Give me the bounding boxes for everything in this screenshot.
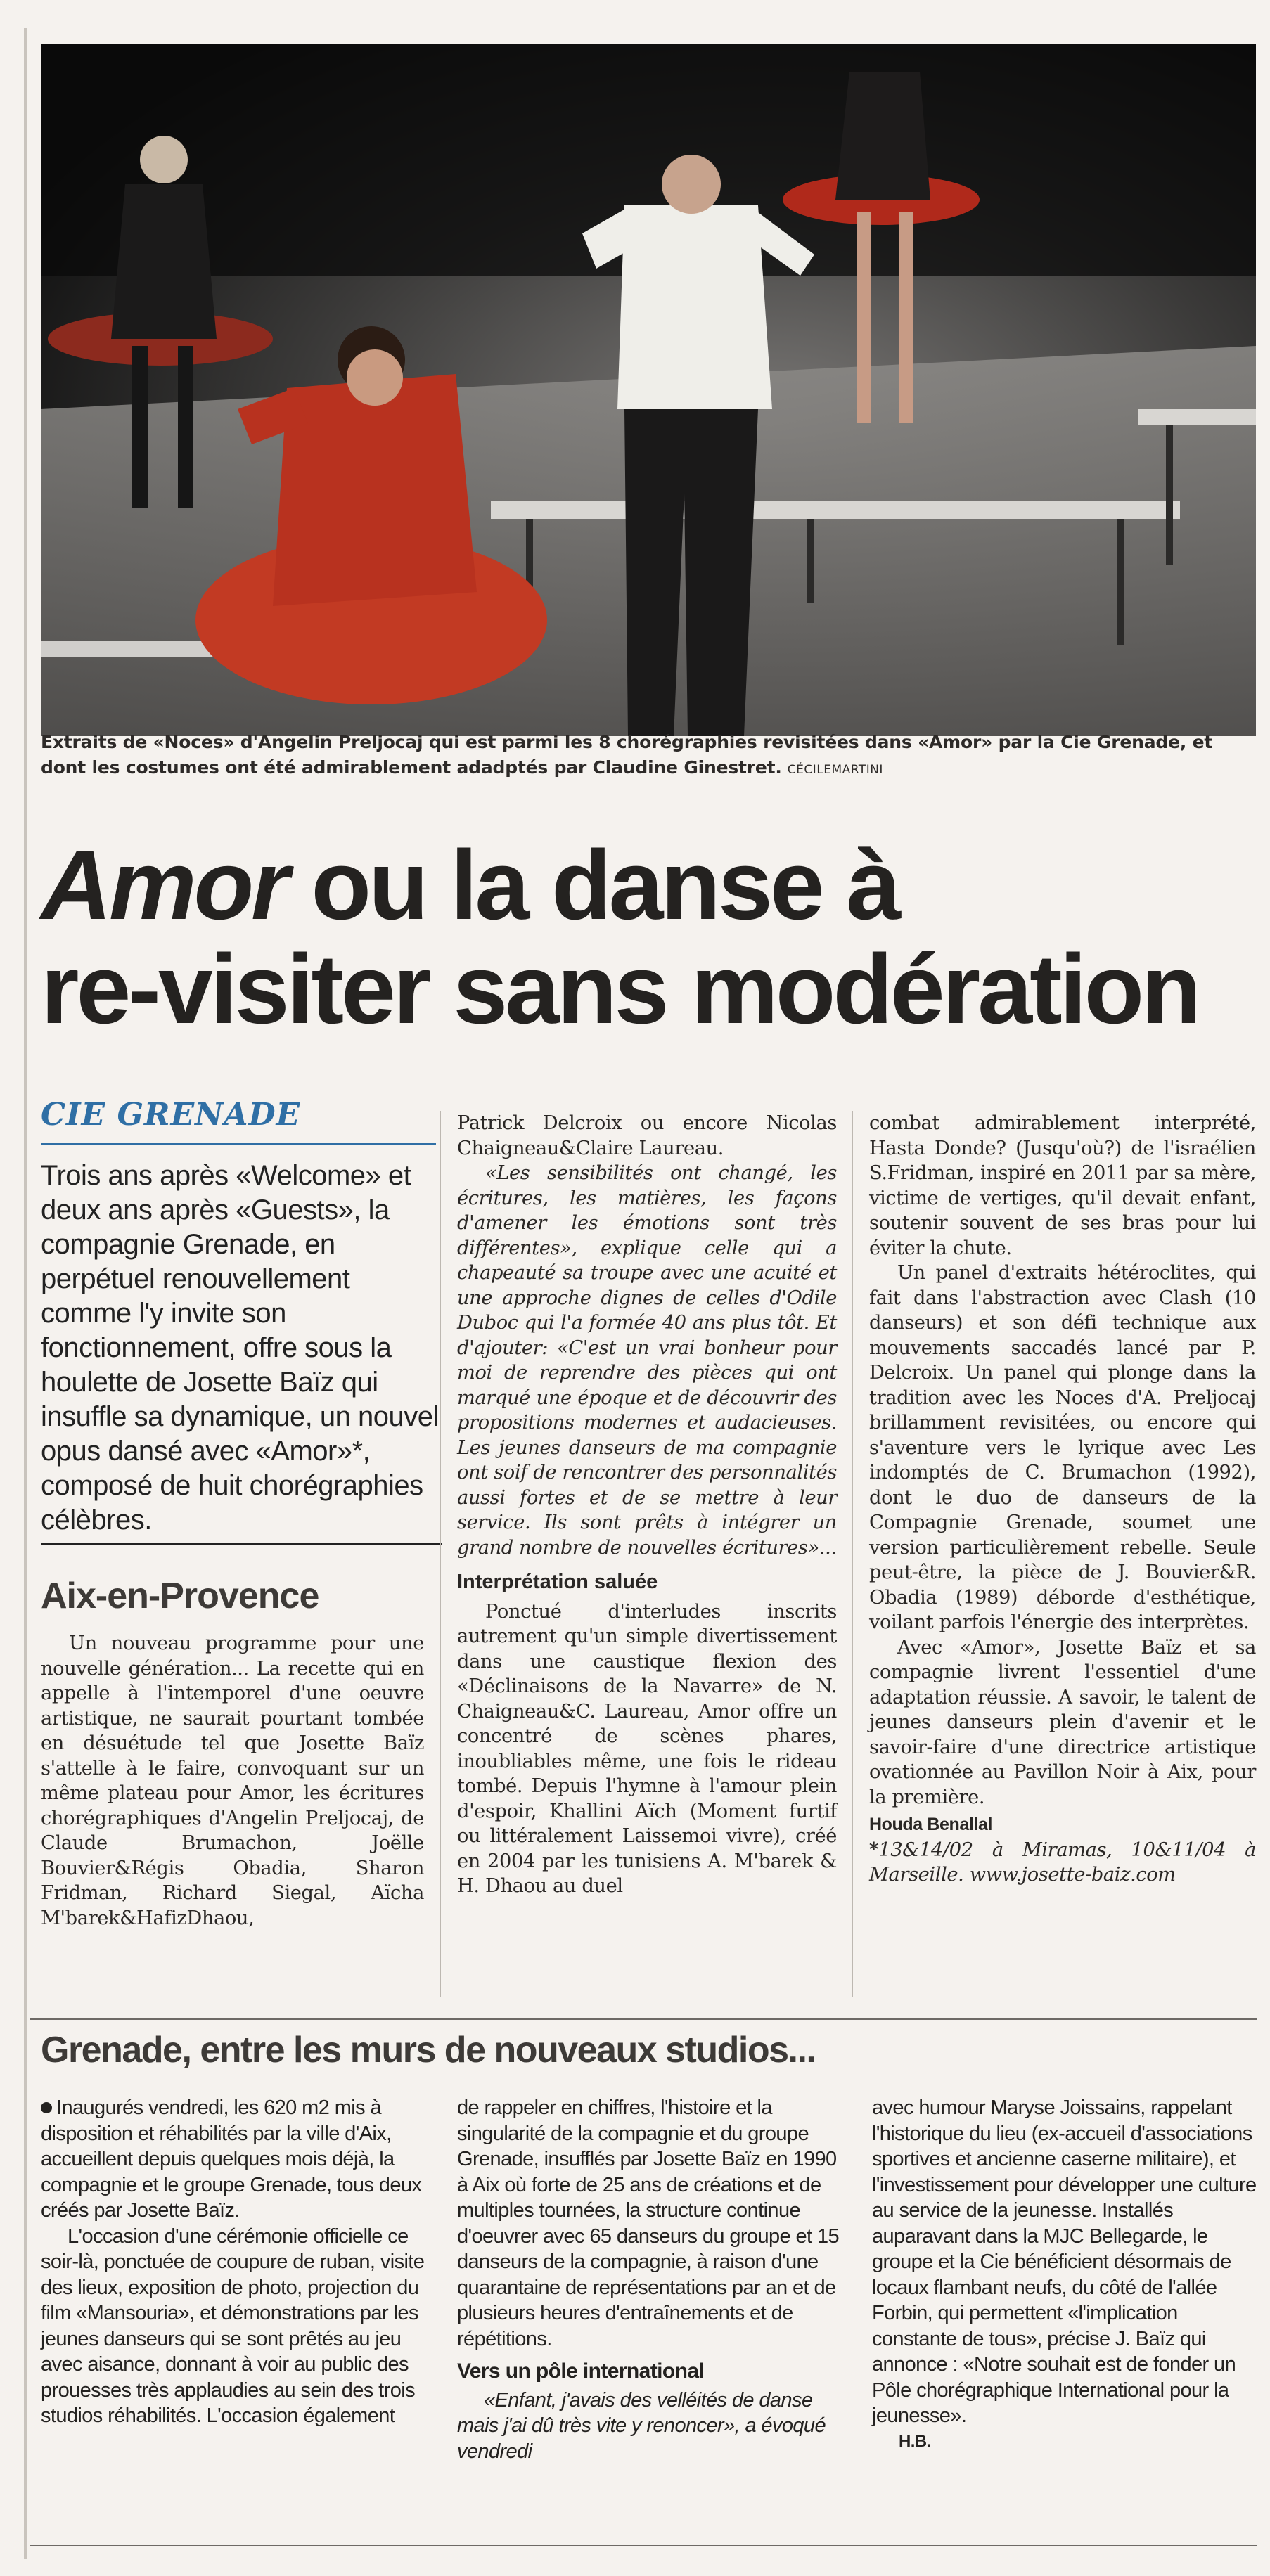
photo-credit: CÉCILEMARTINI xyxy=(787,763,883,777)
article-paragraph: Avec «Amor», Josette Baïz et sa compagnie livrent l'essentiel d'une adaptation réussie. A savoir, le talent de jeunes danseurs plein d'avenir et le savoir-faire d'une directrice artistique ovationnée au Pavillon Noir à Aix, pour la première. xyxy=(869,1636,1256,1808)
box-paragraph: «Enfant, j'avais des velléités de danse mais j'ai dû très vite y renoncer», a évoqué vendredi xyxy=(457,2388,826,2463)
headline-italic: Amor xyxy=(41,830,287,940)
box-signature: H.B. xyxy=(899,2431,931,2451)
article-column-1 xyxy=(41,1631,424,1931)
page-bottom-rule xyxy=(30,2545,1257,2546)
photo-caption xyxy=(41,730,1257,783)
kicker-underline xyxy=(41,1143,436,1145)
show-dates-info: *13&14/02 à Miramas, 10&11/04 à Marseille. www.josette-baiz.com xyxy=(869,1838,1256,1886)
section-kicker: CIE GRENADE xyxy=(41,1097,301,1133)
dance-photo-illustration xyxy=(41,44,1256,736)
page-margin-bar xyxy=(24,28,27,2559)
article-signature: Houda Benallal xyxy=(869,1815,992,1834)
box-paragraph: avec humour Maryse Joissains, rappelant l'historique du lieu (ex-accueil d'associations sportives et ancienne caserne militaire), et l'investissement pour développer une culture au service de la jeunesse. Installés auparavant dans la MJC Bellegarde, le groupe et la Cie bénéficient désormais de locaux flambant neufs, du côté de l'allée Forbin, qui permettent «l'implication constante de tous», précise J. Baïz qui annonce : «Notre souhait est de fonder un Pôle chorégraphique International pour la jeunesse». xyxy=(872,2097,1257,2427)
article-column-3 xyxy=(869,1111,1256,1888)
box-paragraph xyxy=(41,2095,435,2224)
bullet-icon xyxy=(41,2102,52,2113)
box-column-2 xyxy=(457,2095,851,2464)
box-text: Inaugurés vendredi, les 620 m2 mis à disposition et réhabilités par la ville d'Aix, accueillent depuis quelques mois déjà, la compagnie et le groupe Grenade, tous deux créés par Josette Baïz. xyxy=(41,2097,422,2222)
article-standfirst: Trois ans après «Welcome» et deux ans après «Guests», la compagnie Grenade, en perpétuel renouvellement comme l'y invite son fonctionnement, offre sous la houlette de Josette Baïz qui insuffle sa dynamique, un nouvel opus dansé avec «Amor»*, composé de huit chorégraphies célèbres. xyxy=(41,1160,439,1535)
box-title: Grenade, entre les murs de nouveaux studios... xyxy=(41,2030,816,2071)
column-divider xyxy=(440,1111,441,1997)
article-paragraph: Patrick Delcroix ou encore Nicolas Chaigneau&Claire Laureau. xyxy=(457,1112,837,1159)
article-paragraph: Un panel d'extraits hétéroclites, qui fait dans l'abstraction avec Clash (10 danseurs) et son défi technique aux mouvements saccadés lancé par P. Delcroix. Un panel qui plonge dans la tradition avec les Noces d'A. Preljocaj brillamment revisitées, ou encore qui s'aventure vers le lyrique avec Les indomptés de C. Brumachon (1992), dont le duo de danseurs de la Compagnie Grenade, soumet une version particulièrement rebelle. Seule peut-être, la pièce de J. Bouvier&R. Obadia (1989) déborde d'esthétique, voilant parfois l'énergie des interprètes. xyxy=(869,1262,1256,1633)
dateline-city: Aix-en-Provence xyxy=(41,1576,319,1616)
box-paragraph: de rappeler en chiffres, l'histoire et la singularité de la compagnie et du groupe Grenade, insufflés par Josette Baïz en 1990 à Aix où forte de 25 ans de créations et de multiples tournées, la structure continue d'oeuvrer avec 65 danseurs du groupe et 15 danseurs de la compagnie, à raison d'une quarantaine de représentations par an et de plusieurs heures d'entraînements et de répétitions. xyxy=(457,2097,840,2350)
box-column-3 xyxy=(872,2095,1259,2454)
article-column-2 xyxy=(457,1111,837,1899)
dance-photo xyxy=(41,44,1256,736)
article-quote: «Les sensibilités ont changé, les écritures, les matières, les façons d'amener les émotions sont très différentes», explique celle qui a chapeauté sa troupe avec une acuité et une approche dignes de celles d'Odile Duboc qui l'a formée 40 ans plus tôt. Et d'ajouter: «C'est un vrai bonheur pour moi de reprendre des pièces qui ont marqué une époque et de découvrir des propositions modernes et audacieuses. Les jeunes danseurs de ma compagnie ont soif de rencontrer des personnalités aussi fortes et de se mettre à leur service. Ils sont prêts à intégrer un grand nombre de nouvelles écritures»... xyxy=(457,1162,837,1559)
article-subheading: Interprétation saluée xyxy=(457,1571,658,1593)
article-headline xyxy=(41,830,1264,1044)
article-paragraph: Un nouveau programme pour une nouvelle génération... La recette qui en appelle à l'intemporel d'une oeuvre artistique, ne saurait pourtant tombée en désuétude tel que Josette Baïz s'attelle à le faire, convoquant sur un même plateau pour Amor, les écritures chorégraphiques d'Angelin Preljocaj, de Claude Brumachon, Joëlle Bouvier&Régis Obadia, Sharon Fridman, Richard Siegal, Aïcha M'barek&HafizDhaou, xyxy=(41,1632,424,1929)
article-paragraph: Ponctué d'interludes inscrits autrement qu'un simple divertissement dans une caustique flexion des «Déclinaisons de la Navarre» de N. Chaigneau&C. Laureau, Amor offre un concentré de scènes phares, inoubliables même, une fois le rideau tombé. Depuis l'hymne à l'amour plein d'espoir, Khallini Aïch (Moment furtif ou littéralement Laissemoi vivre), créé en 2004 par les tunisiens A. M'barek & H. Dhaou au duel xyxy=(457,1600,837,1897)
headline-line2: re-visiter sans modération xyxy=(41,934,1199,1044)
caption-text: Extraits de «Noces» d'Angelin Preljocaj qui est parmi les 8 chorégraphies revisitées dans «Amor» par la Cie Grenade, et dont les costumes ont été admirablement adadptés par Claudine Ginestret. xyxy=(41,732,1213,778)
box-subheading: Vers un pôle international xyxy=(457,2359,705,2383)
column-divider xyxy=(852,1111,853,1997)
headline-line1: ou la danse à xyxy=(286,830,899,940)
article-paragraph: combat admirablement interprété, Hasta Donde? (Jusqu'où?) de l'israélien S.Fridman, inspiré en 2011 par sa mère, victime de vertiges, qu'il devait enfant, soutenir souvent de ses bras pour lui éviter la chute. xyxy=(869,1112,1256,1259)
box-paragraph: L'occasion d'une cérémonie officielle ce soir-là, ponctuée de coupure de ruban, visite des lieux, exposition de photo, projection du film «Mansouria», et démonstrations par les jeunes danseurs qui se sont prêtés au jeu avec aisance, donnant à voir au public des prouesses très applaudies au sein des trois studios réhabilités. L'occasion également xyxy=(41,2224,425,2427)
box-column-1 xyxy=(41,2095,435,2429)
standfirst-divider xyxy=(41,1543,442,1545)
